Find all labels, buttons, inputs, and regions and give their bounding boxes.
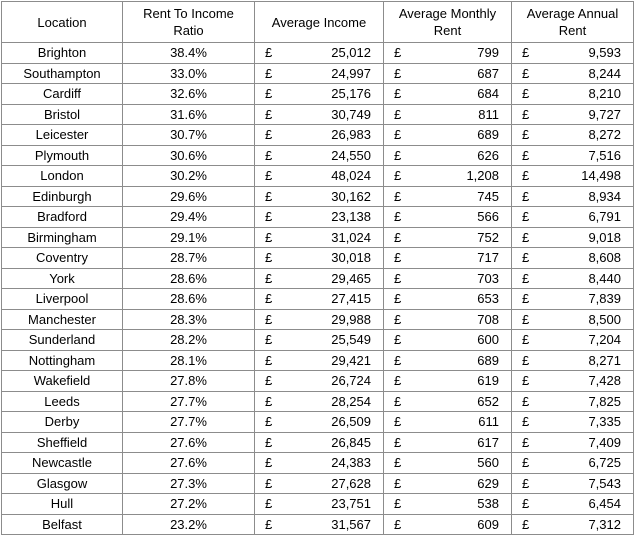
amount-value: 24,550	[331, 147, 371, 163]
average-annual-rent-cell	[512, 371, 634, 392]
location-cell: Leeds	[2, 391, 123, 412]
ratio-cell: 27.3%	[123, 473, 255, 494]
currency-symbol: £	[394, 188, 402, 204]
average-income-cell	[255, 453, 384, 474]
amount-value: 6,791	[588, 209, 621, 224]
currency-symbol: £	[522, 65, 530, 81]
header-location: Location	[2, 2, 123, 43]
location-cell: Liverpool	[2, 289, 123, 310]
average-income-cell	[255, 391, 384, 412]
location-cell: Glasgow	[2, 473, 123, 494]
location-cell: Cardiff	[2, 84, 123, 105]
average-monthly-rent-cell	[384, 309, 512, 330]
amount-value: 689	[477, 127, 499, 142]
currency-symbol: £	[522, 516, 530, 532]
average-annual-rent-cell	[512, 350, 634, 371]
average-income-cell	[255, 84, 384, 105]
currency-symbol: £	[522, 434, 530, 450]
average-monthly-rent-cell	[384, 391, 512, 412]
currency-symbol: £	[522, 393, 530, 409]
amount-value: 9,018	[588, 229, 621, 245]
amount-value: 617	[477, 434, 499, 450]
table-row	[2, 104, 634, 125]
amount-value: 626	[477, 147, 499, 163]
ratio-cell: 28.3%	[123, 309, 255, 330]
currency-symbol: £	[522, 168, 530, 183]
currency-symbol: £	[522, 352, 530, 368]
amount-value: 6,454	[588, 496, 621, 511]
average-annual-rent-cell	[512, 391, 634, 412]
average-annual-rent-cell	[512, 63, 634, 84]
amount-value: 9,727	[588, 106, 621, 122]
currency-symbol: £	[265, 65, 273, 81]
amount-value: 8,210	[588, 86, 621, 101]
currency-symbol: £	[522, 332, 530, 347]
currency-symbol: £	[522, 373, 530, 388]
currency-symbol: £	[522, 311, 530, 327]
location-cell: Manchester	[2, 309, 123, 330]
currency-symbol: £	[265, 147, 273, 163]
location-cell: Sunderland	[2, 330, 123, 351]
average-monthly-rent-cell	[384, 412, 512, 433]
average-monthly-rent-cell	[384, 453, 512, 474]
amount-value: 25,012	[331, 45, 371, 60]
currency-symbol: £	[265, 475, 273, 491]
table-row	[2, 248, 634, 269]
average-annual-rent-cell	[512, 248, 634, 269]
table-body	[2, 43, 634, 535]
amount-value: 29,421	[331, 352, 371, 368]
ratio-cell: 28.1%	[123, 350, 255, 371]
rent-to-income-table	[1, 1, 634, 535]
amount-value: 629	[477, 475, 499, 491]
average-annual-rent-cell	[512, 84, 634, 105]
amount-value: 600	[477, 332, 499, 347]
header-row	[2, 2, 634, 43]
location-cell: Birmingham	[2, 227, 123, 248]
table-row	[2, 514, 634, 535]
currency-symbol: £	[522, 270, 530, 286]
average-income-cell	[255, 43, 384, 64]
average-monthly-rent-cell	[384, 371, 512, 392]
average-annual-rent-cell	[512, 330, 634, 351]
average-monthly-rent-cell	[384, 207, 512, 228]
location-cell: Brighton	[2, 43, 123, 64]
amount-value: 8,934	[588, 188, 621, 204]
average-annual-rent-cell	[512, 412, 634, 433]
currency-symbol: £	[394, 86, 402, 101]
average-income-cell	[255, 350, 384, 371]
average-annual-rent-cell	[512, 43, 634, 64]
currency-symbol: £	[265, 270, 273, 286]
currency-symbol: £	[394, 332, 402, 347]
ratio-cell: 29.1%	[123, 227, 255, 248]
average-monthly-rent-cell	[384, 248, 512, 269]
table-row	[2, 494, 634, 515]
table-row	[2, 84, 634, 105]
location-cell: Nottingham	[2, 350, 123, 371]
currency-symbol: £	[522, 106, 530, 122]
average-annual-rent-cell	[512, 289, 634, 310]
location-cell: Wakefield	[2, 371, 123, 392]
currency-symbol: £	[394, 311, 402, 327]
amount-value: 7,428	[588, 373, 621, 388]
amount-value: 566	[477, 209, 499, 224]
location-cell: Hull	[2, 494, 123, 515]
currency-symbol: £	[522, 229, 530, 245]
header-rent-to-income-ratio: Rent To Income Ratio	[123, 2, 255, 43]
average-monthly-rent-cell	[384, 473, 512, 494]
average-monthly-rent-cell	[384, 166, 512, 187]
currency-symbol: £	[394, 291, 402, 306]
currency-symbol: £	[394, 475, 402, 491]
amount-value: 717	[477, 250, 499, 265]
amount-value: 14,498	[581, 168, 621, 183]
average-income-cell	[255, 514, 384, 535]
currency-symbol: £	[522, 455, 530, 470]
currency-symbol: £	[265, 516, 273, 532]
currency-symbol: £	[265, 414, 273, 429]
average-annual-rent-cell	[512, 125, 634, 146]
currency-symbol: £	[394, 373, 402, 388]
average-annual-rent-cell	[512, 514, 634, 535]
currency-symbol: £	[265, 209, 273, 224]
amount-value: 30,018	[331, 250, 371, 265]
amount-value: 8,500	[588, 311, 621, 327]
amount-value: 29,988	[331, 311, 371, 327]
table-row	[2, 268, 634, 289]
table-row	[2, 371, 634, 392]
ratio-cell: 23.2%	[123, 514, 255, 535]
average-annual-rent-cell	[512, 227, 634, 248]
amount-value: 745	[477, 188, 499, 204]
ratio-cell: 29.4%	[123, 207, 255, 228]
header-average-monthly-rent: Average Monthly Rent	[384, 2, 512, 43]
table-row	[2, 412, 634, 433]
location-cell: Bristol	[2, 104, 123, 125]
currency-symbol: £	[265, 45, 273, 60]
ratio-cell: 27.7%	[123, 391, 255, 412]
currency-symbol: £	[265, 332, 273, 347]
ratio-cell: 30.7%	[123, 125, 255, 146]
amount-value: 29,465	[331, 270, 371, 286]
currency-symbol: £	[265, 188, 273, 204]
table-row	[2, 227, 634, 248]
average-annual-rent-cell	[512, 207, 634, 228]
amount-value: 708	[477, 311, 499, 327]
ratio-cell: 30.2%	[123, 166, 255, 187]
currency-symbol: £	[394, 270, 402, 286]
average-annual-rent-cell	[512, 309, 634, 330]
ratio-cell: 28.6%	[123, 289, 255, 310]
table-row	[2, 63, 634, 84]
currency-symbol: £	[522, 147, 530, 163]
average-monthly-rent-cell	[384, 494, 512, 515]
currency-symbol: £	[394, 127, 402, 142]
amount-value: 687	[477, 65, 499, 81]
currency-symbol: £	[265, 127, 273, 142]
ratio-cell: 33.0%	[123, 63, 255, 84]
amount-value: 619	[477, 373, 499, 388]
header-average-income: Average Income	[255, 2, 384, 43]
currency-symbol: £	[265, 229, 273, 245]
currency-symbol: £	[394, 414, 402, 429]
currency-symbol: £	[522, 250, 530, 265]
currency-symbol: £	[522, 209, 530, 224]
location-cell: Newcastle	[2, 453, 123, 474]
currency-symbol: £	[394, 106, 402, 122]
currency-symbol: £	[265, 311, 273, 327]
ratio-cell: 38.4%	[123, 43, 255, 64]
currency-symbol: £	[522, 86, 530, 101]
table-row	[2, 289, 634, 310]
average-income-cell	[255, 104, 384, 125]
amount-value: 684	[477, 86, 499, 101]
table-row	[2, 453, 634, 474]
amount-value: 560	[477, 455, 499, 470]
average-monthly-rent-cell	[384, 43, 512, 64]
average-income-cell	[255, 63, 384, 84]
amount-value: 48,024	[331, 168, 371, 183]
table-row	[2, 309, 634, 330]
average-annual-rent-cell	[512, 186, 634, 207]
ratio-cell: 27.6%	[123, 453, 255, 474]
amount-value: 24,997	[331, 65, 371, 81]
location-cell: Plymouth	[2, 145, 123, 166]
amount-value: 7,825	[588, 393, 621, 409]
amount-value: 609	[477, 516, 499, 532]
average-income-cell	[255, 289, 384, 310]
currency-symbol: £	[522, 414, 530, 429]
amount-value: 25,176	[331, 86, 371, 101]
average-annual-rent-cell	[512, 104, 634, 125]
location-cell: Belfast	[2, 514, 123, 535]
amount-value: 8,440	[588, 270, 621, 286]
ratio-cell: 27.2%	[123, 494, 255, 515]
amount-value: 7,335	[588, 414, 621, 429]
currency-symbol: £	[394, 393, 402, 409]
table-row	[2, 350, 634, 371]
table-row	[2, 432, 634, 453]
currency-symbol: £	[394, 65, 402, 81]
average-monthly-rent-cell	[384, 63, 512, 84]
currency-symbol: £	[394, 229, 402, 245]
table-row	[2, 145, 634, 166]
header-average-annual-rent: Average Annual Rent	[512, 2, 634, 43]
average-monthly-rent-cell	[384, 145, 512, 166]
average-monthly-rent-cell	[384, 289, 512, 310]
currency-symbol: £	[522, 127, 530, 142]
location-cell: Leicester	[2, 125, 123, 146]
ratio-cell: 27.7%	[123, 412, 255, 433]
amount-value: 7,516	[588, 147, 621, 163]
average-annual-rent-cell	[512, 473, 634, 494]
amount-value: 6,725	[588, 455, 621, 470]
amount-value: 27,415	[331, 291, 371, 306]
average-income-cell	[255, 166, 384, 187]
currency-symbol: £	[265, 496, 273, 511]
amount-value: 611	[478, 414, 499, 429]
ratio-cell: 27.6%	[123, 432, 255, 453]
average-income-cell	[255, 330, 384, 351]
ratio-cell: 28.7%	[123, 248, 255, 269]
amount-value: 26,509	[331, 414, 371, 429]
ratio-cell: 31.6%	[123, 104, 255, 125]
amount-value: 26,845	[331, 434, 371, 450]
average-annual-rent-cell	[512, 453, 634, 474]
amount-value: 7,312	[588, 516, 621, 532]
table-row	[2, 391, 634, 412]
currency-symbol: £	[394, 168, 402, 183]
currency-symbol: £	[265, 455, 273, 470]
average-monthly-rent-cell	[384, 514, 512, 535]
amount-value: 31,567	[331, 516, 371, 532]
ratio-cell: 28.2%	[123, 330, 255, 351]
currency-symbol: £	[394, 352, 402, 368]
average-income-cell	[255, 494, 384, 515]
table-row	[2, 186, 634, 207]
currency-symbol: £	[394, 147, 402, 163]
ratio-cell: 30.6%	[123, 145, 255, 166]
average-income-cell	[255, 371, 384, 392]
currency-symbol: £	[394, 516, 402, 532]
average-income-cell	[255, 125, 384, 146]
amount-value: 27,628	[331, 475, 371, 491]
amount-value: 7,543	[588, 475, 621, 491]
amount-value: 31,024	[331, 229, 371, 245]
currency-symbol: £	[522, 496, 530, 511]
average-income-cell	[255, 207, 384, 228]
location-cell: Bradford	[2, 207, 123, 228]
amount-value: 25,549	[331, 332, 371, 347]
currency-symbol: £	[265, 393, 273, 409]
average-income-cell	[255, 268, 384, 289]
amount-value: 24,383	[331, 455, 371, 470]
amount-value: 23,138	[331, 209, 371, 224]
currency-symbol: £	[522, 475, 530, 491]
amount-value: 28,254	[331, 393, 371, 409]
currency-symbol: £	[394, 455, 402, 470]
amount-value: 26,724	[331, 373, 371, 388]
amount-value: 1,208	[466, 168, 499, 183]
average-annual-rent-cell	[512, 166, 634, 187]
currency-symbol: £	[394, 250, 402, 265]
currency-symbol: £	[265, 434, 273, 450]
average-income-cell	[255, 227, 384, 248]
amount-value: 30,162	[331, 188, 371, 204]
amount-value: 30,749	[331, 106, 371, 122]
location-cell: York	[2, 268, 123, 289]
currency-symbol: £	[394, 434, 402, 450]
ratio-cell: 32.6%	[123, 84, 255, 105]
amount-value: 8,244	[588, 65, 621, 81]
ratio-cell: 27.8%	[123, 371, 255, 392]
table-row	[2, 166, 634, 187]
currency-symbol: £	[265, 168, 273, 183]
amount-value: 7,204	[588, 332, 621, 347]
amount-value: 538	[477, 496, 499, 511]
table-row	[2, 207, 634, 228]
average-monthly-rent-cell	[384, 227, 512, 248]
ratio-cell: 29.6%	[123, 186, 255, 207]
average-income-cell	[255, 412, 384, 433]
average-income-cell	[255, 473, 384, 494]
table-row	[2, 330, 634, 351]
amount-value: 811	[478, 106, 499, 122]
location-cell: Derby	[2, 412, 123, 433]
currency-symbol: £	[265, 250, 273, 265]
amount-value: 26,983	[331, 127, 371, 142]
average-income-cell	[255, 248, 384, 269]
average-annual-rent-cell	[512, 268, 634, 289]
average-monthly-rent-cell	[384, 186, 512, 207]
average-income-cell	[255, 432, 384, 453]
currency-symbol: £	[265, 352, 273, 368]
amount-value: 703	[477, 270, 499, 286]
ratio-cell: 28.6%	[123, 268, 255, 289]
location-cell: Southampton	[2, 63, 123, 84]
average-monthly-rent-cell	[384, 125, 512, 146]
amount-value: 689	[477, 352, 499, 368]
average-income-cell	[255, 145, 384, 166]
average-monthly-rent-cell	[384, 350, 512, 371]
amount-value: 8,608	[588, 250, 621, 265]
table-row	[2, 125, 634, 146]
average-monthly-rent-cell	[384, 330, 512, 351]
average-annual-rent-cell	[512, 432, 634, 453]
amount-value: 23,751	[331, 496, 371, 511]
currency-symbol: £	[522, 45, 530, 60]
currency-symbol: £	[265, 86, 273, 101]
average-annual-rent-cell	[512, 145, 634, 166]
average-annual-rent-cell	[512, 494, 634, 515]
amount-value: 653	[477, 291, 499, 306]
average-income-cell	[255, 309, 384, 330]
location-cell: Coventry	[2, 248, 123, 269]
amount-value: 9,593	[588, 45, 621, 60]
amount-value: 752	[477, 229, 499, 245]
currency-symbol: £	[522, 188, 530, 204]
currency-symbol: £	[394, 209, 402, 224]
amount-value: 7,839	[588, 291, 621, 306]
amount-value: 799	[477, 45, 499, 60]
amount-value: 8,271	[588, 352, 621, 368]
location-cell: London	[2, 166, 123, 187]
average-monthly-rent-cell	[384, 432, 512, 453]
average-monthly-rent-cell	[384, 84, 512, 105]
currency-symbol: £	[394, 496, 402, 511]
location-cell: Edinburgh	[2, 186, 123, 207]
amount-value: 652	[477, 393, 499, 409]
table-row	[2, 473, 634, 494]
currency-symbol: £	[394, 45, 402, 60]
currency-symbol: £	[265, 291, 273, 306]
currency-symbol: £	[265, 106, 273, 122]
currency-symbol: £	[522, 291, 530, 306]
average-monthly-rent-cell	[384, 104, 512, 125]
table-row	[2, 43, 634, 64]
amount-value: 7,409	[588, 434, 621, 450]
average-monthly-rent-cell	[384, 268, 512, 289]
currency-symbol: £	[265, 373, 273, 388]
average-income-cell	[255, 186, 384, 207]
amount-value: 8,272	[588, 127, 621, 142]
location-cell: Sheffield	[2, 432, 123, 453]
